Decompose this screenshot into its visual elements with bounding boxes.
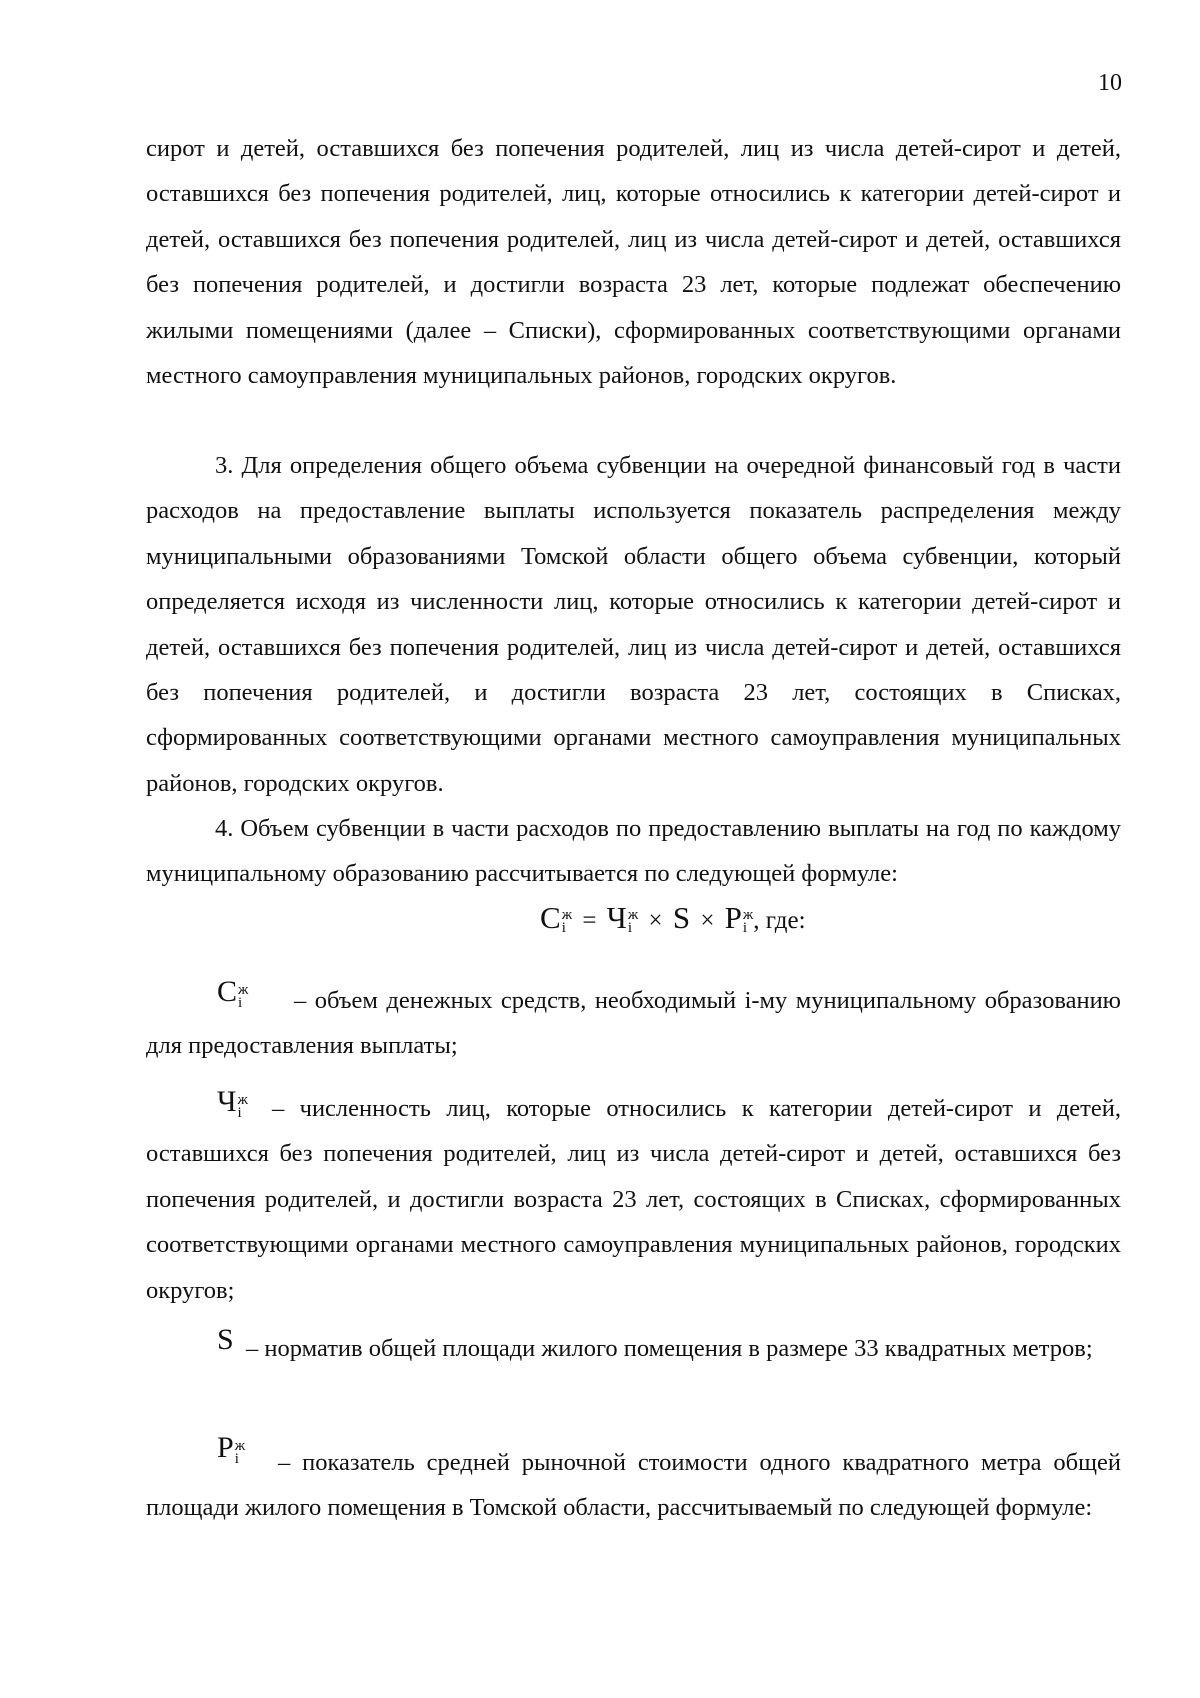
formula-ch-symbol: Ч <box>606 900 627 935</box>
formula-suffix: , где: <box>753 907 806 934</box>
definition-text: – показатель средней рыночной стоимости одного квадратного метра общей площади жилого помещения в Томской области, рассчитываемый по следующей формуле: <box>146 1449 1121 1522</box>
formula-sub: i <box>561 920 566 937</box>
formula-p-symbol: P <box>724 900 742 935</box>
formula-sup: ж <box>234 1438 246 1455</box>
paragraph-3 <box>146 443 1121 806</box>
page-number: 10 <box>1098 70 1122 96</box>
formula-sup: ж <box>237 1092 248 1109</box>
definition-text: – численность лиц, которые относились к категории детей-сирот и детей, оставшихся без попечения родителей, лиц из числа детей-сирот и детей, оставшихся без попечения родителей, и достигли возраста 23 лет, состоящих в Списках, сформированных соответствующими органами местного самоуправления муниципальных районов, городских округов; <box>146 1095 1121 1304</box>
paragraph-text: 4. Объем субвенции в части расходов по предоставлению выплаты на год по каждому муниципальному образованию рассчитывается по следующей формуле: <box>146 815 1121 888</box>
definition-c <box>146 978 1121 1069</box>
definition-s <box>146 1326 1121 1371</box>
formula-equals: = <box>582 907 597 934</box>
formula-ch-indices <box>628 909 638 935</box>
paragraph-continuation <box>146 126 1121 398</box>
formula-times: × <box>700 907 715 934</box>
symbol-letter: P <box>217 1431 234 1464</box>
symbol-letter: Ч <box>217 1085 237 1118</box>
formula-sup: ж <box>561 907 573 924</box>
formula-sub: i <box>237 1105 242 1122</box>
definition-ch <box>146 1086 1121 1313</box>
definition-text: – объем денежных средств, необходимый i-му муниципальному образованию для предоставления выплаты; <box>146 987 1121 1060</box>
symbol-letter: C <box>217 975 238 1008</box>
formula-sup: ж <box>238 982 249 999</box>
formula-sub: i <box>627 920 632 937</box>
formula-sub: i <box>238 995 243 1012</box>
formula-s-symbol: S <box>672 900 691 935</box>
paragraph-4 <box>146 806 1121 897</box>
definition-p <box>146 1440 1121 1531</box>
formula-times: × <box>648 907 663 934</box>
formula-c-indices <box>562 909 572 935</box>
formula-sup: ж <box>742 907 754 924</box>
formula-sup: ж <box>627 907 639 924</box>
formula-p-indices <box>743 909 753 935</box>
main-formula <box>540 900 806 936</box>
definition-text: – норматив общей площади жилого помещения в размере 33 квадратных метров; <box>246 1335 1093 1362</box>
formula-c-symbol: C <box>540 900 561 935</box>
formula-sub: i <box>742 920 748 937</box>
formula-sub: i <box>234 1451 239 1468</box>
paragraph-text: сирот и детей, оставшихся без попечения родителей, лиц из числа детей-сирот и детей, оставшихся без попечения родителей, лиц, которые относились к категории детей-сирот и детей, оставшихся без попечения родителей, лиц из числа детей-сирот и детей, оставшихся без попечения родителей, и достигли возраста 23 лет, которые подлежат обеспечению жилыми помещениями (далее – Списки), сформированных соответствующими органами местного самоуправления муниципальных районов, городских округов. <box>146 135 1121 390</box>
symbol-letter: S <box>217 1323 234 1356</box>
paragraph-text: 3. Для определения общего объема субвенции на очередной финансовый год в части расходов на предоставление выплаты используется показатель распределения между муниципальными образованиями Томской области общего объема субвенции, который определяется исходя из численности лиц, которые относились к категории детей-сирот и детей, оставшихся без попечения родителей, лиц из числа детей-сирот и детей, оставшихся без попечения родителей, и достигли возраста 23 лет, состоящих в Списках, сформированных соответствующими органами местного самоуправления муниципальных районов, городских округов. <box>146 452 1121 797</box>
